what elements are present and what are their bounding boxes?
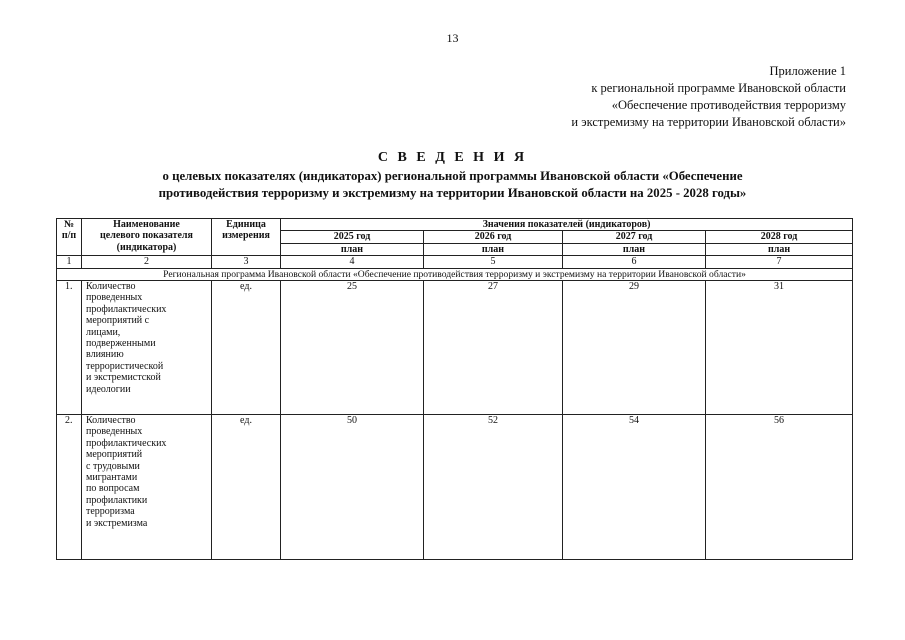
column-index-3: 3 — [212, 256, 281, 268]
appendix-line-4: и экстремизму на территории Ивановской области» — [571, 115, 846, 129]
title-main: С В Е Д Е Н И Я — [377, 150, 528, 165]
column-index-6: 6 — [563, 256, 706, 268]
column-index-4: 4 — [281, 256, 424, 268]
indicator-name-line: идеологии — [86, 383, 131, 395]
column-index-row — [57, 256, 853, 268]
indicator-name-line: и экстремистской — [86, 372, 161, 384]
page-number: 13 — [446, 31, 459, 45]
program-row — [57, 268, 853, 280]
year-2028-header: 2028 год — [706, 231, 853, 243]
indicator-name-line: профилактики — [86, 494, 148, 506]
row-number: 2. — [57, 415, 82, 560]
plan-header-2026: план — [424, 243, 563, 255]
program-name: Региональная программа Ивановской области «Обеспечение противодействия терроризму и экстремизму на территории Ивановской области» — [57, 268, 853, 280]
indicator-name-line: подверженными — [86, 338, 156, 350]
year-2027-header: 2027 год — [563, 231, 706, 243]
plan-header-2025: план — [281, 243, 424, 255]
col-header-num — [57, 219, 82, 256]
table-row — [57, 281, 853, 415]
appendix-line-3: «Обеспечение противодействия терроризму — [611, 98, 846, 112]
table-row — [57, 415, 853, 560]
value-2025: 50 — [281, 415, 424, 560]
col-header-values: Значения показателей (индикаторов) — [281, 219, 853, 231]
appendix-line-1: Приложение 1 — [769, 64, 846, 78]
value-2027: 29 — [563, 281, 706, 415]
col-header-unit-line-2: измерения — [222, 230, 270, 242]
indicator-name-line: терроризма — [86, 506, 135, 518]
indicator-name-line: Количество — [86, 281, 136, 293]
title-line-2: противодействия терроризму и экстремизму на территории Ивановской области на 2025 - 2028 годы» — [158, 186, 747, 200]
year-2025-header: 2025 год — [281, 231, 424, 243]
column-index-5: 5 — [424, 256, 563, 268]
unit-value: ед. — [212, 415, 281, 560]
column-index-1: 1 — [57, 256, 82, 268]
indicator-name-line: мигрантами — [86, 472, 138, 484]
indicator-name — [82, 415, 212, 560]
plan-header-2028: план — [706, 243, 853, 255]
col-header-num-line-2: п/п — [61, 230, 77, 242]
plan-header-2027: план — [563, 243, 706, 255]
value-2025: 25 — [281, 281, 424, 415]
indicator-name-line: с трудовыми — [86, 460, 140, 472]
column-index-2: 2 — [82, 256, 212, 268]
year-2026-header: 2026 год — [424, 231, 563, 243]
indicator-name-line: профилактических — [86, 437, 167, 449]
row-number: 1. — [57, 281, 82, 415]
unit-value: ед. — [212, 281, 281, 415]
col-header-unit-line-1: Единица — [226, 219, 266, 230]
indicator-name-line: профилактических — [86, 303, 167, 315]
indicator-name-line: проведенных — [86, 292, 143, 304]
col-header-name-line-1: Наименование — [113, 219, 180, 230]
indicator-name-line: и экстремизма — [86, 517, 148, 529]
indicator-name-line: проведенных — [86, 426, 143, 438]
value-2028: 31 — [706, 281, 853, 415]
indicator-name — [82, 281, 212, 415]
col-header-num-line-1: № — [63, 219, 75, 230]
col-header-name-line-3: (индикатора) — [116, 241, 177, 253]
appendix-line-2: к региональной программе Ивановской области — [591, 81, 846, 95]
col-header-name — [82, 219, 212, 256]
col-header-name-line-2: целевого показателя — [100, 230, 193, 242]
indicator-name-line: террористической — [86, 360, 164, 372]
indicators-table — [56, 218, 853, 560]
col-header-unit — [212, 219, 281, 256]
indicator-name-line: влиянию — [86, 349, 124, 361]
indicator-name-line: Количество — [86, 415, 136, 427]
indicator-name-line: мероприятий с — [86, 315, 150, 327]
column-index-7: 7 — [706, 256, 853, 268]
value-2027: 54 — [563, 415, 706, 560]
document-title — [0, 150, 905, 202]
value-2026: 52 — [424, 415, 563, 560]
indicator-name-line: лицами, — [86, 326, 121, 338]
indicator-name-line: по вопросам — [86, 483, 140, 495]
appendix-caption — [571, 63, 846, 131]
value-2028: 56 — [706, 415, 853, 560]
indicator-name-line: мероприятий — [86, 449, 143, 461]
header-row-1 — [57, 219, 853, 231]
value-2026: 27 — [424, 281, 563, 415]
title-line-1: о целевых показателях (индикаторах) региональной программы Ивановской области «Обеспечение — [162, 169, 743, 183]
